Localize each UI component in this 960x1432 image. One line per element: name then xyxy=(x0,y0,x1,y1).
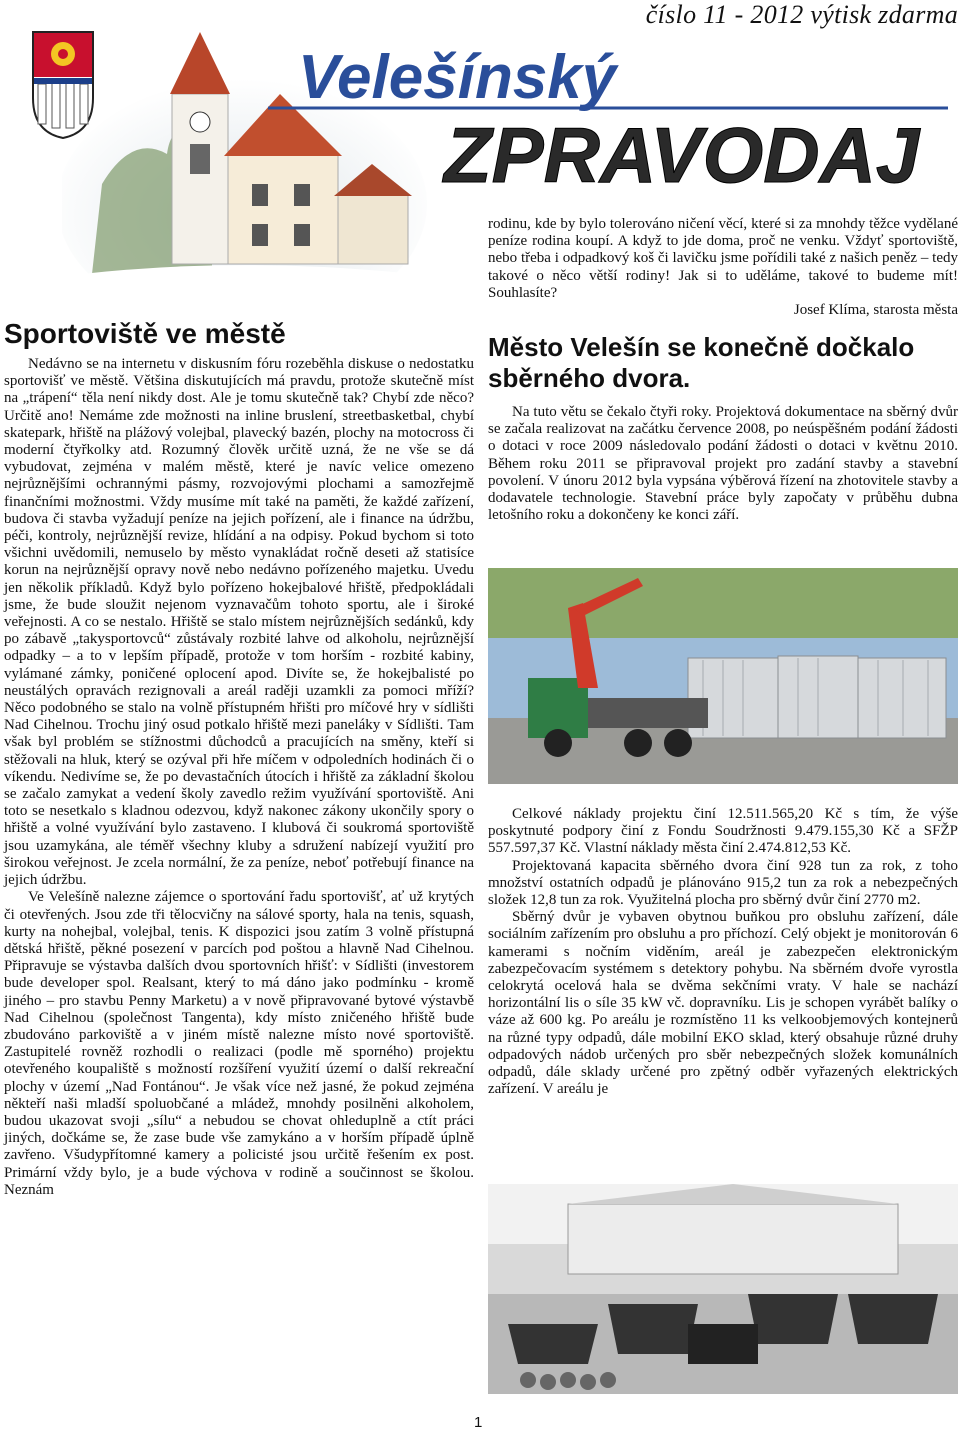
paragraph: Ve Velešíně nalezne zájemce o sportování řadu sportovišť, ať už krytých či otevřených. Jsou zde tři tělocvičny na sálové sporty, hala na tenis, squash, kurty na nohejbal, volejbal, tenis. K dispozici jsou zatím 3 volně přístupná dětská hřiště, pěkné posezení v parcích pod poštou a hlavně Nad Cihelnou. Připravuje se výstavba dalších dvou sportovních hřišť: v Sídlišti (investorem bude developer spol. Realsant, který to má dáno jako podmínku - kromě jiného – pro stavbu Penny Marketu) a v nově připravované bytové výstavbě Nad Cihelnou (společnost Tangenta), kdy místo zničeného hřiště bude zbudováno parkoviště a v jiném místě nalezne místo nové sportoviště. Zastupitelé rovněž rozhodli o realizaci (podle mě sporného) projektu otevřeného koupaliště s možností rozšíření využití území o další rekreační plochy v území „Nad Fontánou“. Je však více než jasné, že pokud zejména někteří naši mladší spoluobčané a mládež, mnohdy posilněni alkoholem, budou ukazovat svoji „sílu“ a nebudou se chovat ohleduplně a ctít práci jiných, dočkáme se, že zase bude vše zamykáno a v horším případě úplně zavřeno. Všudypřítomné kamery a policisté jsou určitě řešením ex post. Primární vždy bylo, je a bude výchova v rodině a součinnost se školou. Neznám xyxy=(4,889,474,1198)
paragraph: Na tuto větu se čekalo čtyři roky. Projektová dokumentace na sběrný dvůr se začala realizovat na začátku července 2008, po neúspěšném podání žádosti o dotaci v roce 2009 následovalo podání žádosti o dotaci v květnu 2010. Během roku 2011 se připravoval projekt pro zadání stavby a stavební povolení. V únoru 2012 byla vypsána výběrová řízení na zhotovitele stavby a dodavatele technologie. Stavební práce byly započaty v průběhu dubna letošního roku a dokončeny ke konci září. xyxy=(488,404,958,524)
article-intro xyxy=(488,404,958,524)
article-body-collection-yard xyxy=(488,806,958,1098)
collection-yard-photo xyxy=(488,1184,958,1394)
masthead-bottom: ZPRAVODAJ xyxy=(444,111,920,199)
masthead-logo xyxy=(268,40,958,200)
paragraph: Celkové náklady projektu činí 12.511.565,20 Kč s tím, že výše poskytnuté podpory činí z Fondu Soudržnosti 9.479.155,30 Kč a SFŽP 557.597,37 Kč. Vlastní náklady města činí 2.474.812,53 Kč. xyxy=(488,806,958,857)
article-title-sports: Sportoviště ve městě xyxy=(4,318,286,349)
page-number: 1 xyxy=(474,1414,483,1431)
masthead-top: Velešínský xyxy=(298,43,617,112)
paragraph: Nedávno se na internetu v diskusním fóru rozeběhla diskuse o nedostatku sportovišť ve městě. Většina diskutujících má pravdu, protože skutečně míst na „trápení“ těla není nikdy dost. Ale je tomu skutečně tak? Chybí zde něco? Určitě ano! Nemáme zde možnosti na inline bruslení, streetbasketbal, chybí skatepark, hřiště na plážový volejbal, plavecký bazén, plochy na motocross či moderní čtyřkolky atd. Rozumný člověk určitě uzná, že ne vše se dá vybudovat, zejména v malém městě, které je navíc velice omezeno nejrůznějšími ochrannými pásmy, rozvojovými plochami a samozřejmě finančními možnostmi. Vždy musíme mít také na paměti, že každé zařízení, budova či stavba vyžadují peníze na jejich pořízení, ale i finance na údržbu, péči, kontroly, nejrůznější revize, hlídání a na odpisy. Pokud bychom si toto všichni uvědomili, nemuselo by město vynakládat ročně deseti až statisíce korun na nejrůznější opravy nově nebo nedávno pořízeného majetku. Uvedu jen několik příkladů. Když bylo pořízeno hokejbalové hřiště, předpokládali jsme, že bude sloužit nejenom vyznavačům tohoto sportu, ale i široké veřejnosti. A co se nestalo. Hřiště se stalo místem nejrůznějších sedánků, kdy po zábavě „takysportovců“ zůstávaly rozbité lahve od alkoholu, nejrůznější odpadky – a to v lepším případě, protože v tom horším - rozbité kabiny, vylámané zámky, poničené oplocení apod. Divíte se, že hokejbalisté po neustálých opravách rezignovali a areál raději uzamkli za pomoci mříží? Něco podobného se stalo na volně přístupném hřišti pro míčové hry v sídlišti Nad Cihelnou. Trochu jiný osud potkalo hřiště mezi paneláky v Sídlišti. Tam však byl problém se stížnostmi důchodců a pracujících na směny, kteří si stěžovali na hluk, který se ozýval při hře míčem v odpoledních hodinách či o víkendu. Nedivíme se, že po devastačních útocích i hřiště za základní školou se začalo zamykat a vedení školy zavedlo režim využívání sportoviště. Ani toto se nesetkalo s kladnou odezvou, když nakonec zákony ukončily spory o hřiště a volné využívání bylo zastaveno. I klubová či soukromá sportoviště jsou uzamykána, ale téměř všechny kluby a sdružení nabízejí využití pro širokou veřejnost. Je zcela normální, že za peníze, neboť potřebují finance na jejich údržbu. xyxy=(4,356,474,889)
continuation-text: rodinu, kde by bylo tolerováno ničení věcí, které si za mnohdy těžce vydělané peníze rodina koupí. A když to jde doma, proč ne venku. Vždyť sportoviště, nebo třeba i odpadkový koš či lavičku jsme pořídili také z našich peněz – tedy takové o něco větší rodiny! Jak si to uděláme, takové to budeme mít! Souhlasíte? xyxy=(488,216,958,301)
paragraph: Projektovaná kapacita sběrného dvora činí 928 tun za rok, z toho množství ostatních odpadů je plánováno 915,2 tun za rok a nebezpečných složek 12,8 tun za rok. Využitelná plocha pro sběrný dvůr činí 2770 m2. xyxy=(488,857,958,909)
article-continuation xyxy=(488,216,958,319)
article-body-sports xyxy=(4,356,474,1199)
truck-photo xyxy=(488,568,958,784)
paragraph: Sběrný dvůr je vybaven obytnou buňkou pro obsluhu zařízení, dále sociálním zařízením pro obsluhu a pro příchozí. Celý objekt je monitorován 6 kamerami s nočním viděním, areál je zabezpečen elektronickým zabezpečovacím systémem s detektory pohybu. Na sběrném dvoře vyrostla celokrytá ocelová hala se dvěma sekčními vraty. V hale se nachází horizontální lis o síle 35 kW vč. dopravníku. Lis je schopen vyrábět balíky o váze až 600 kg. Po areálu je rozmístěno 11 ks velkoobjemových kontejnerů na různé typy odpadů, dále mobilní EKO sklad, který obsahuje různé druhy odpadových nádob určených pro sběr nebezpečných složek komunálních odpadů, dále sklady určené pro zpětný odběr vyřazených elektrických zařízení. V areálu je xyxy=(488,909,958,1098)
issue-line: číslo 11 - 2012 výtisk zdarma xyxy=(645,0,958,29)
article-title-collection-yard: Město Velešín se konečně dočkalo sběrného dvora. xyxy=(488,332,915,393)
author-signature: Josef Klíma, starosta města xyxy=(793,302,958,319)
